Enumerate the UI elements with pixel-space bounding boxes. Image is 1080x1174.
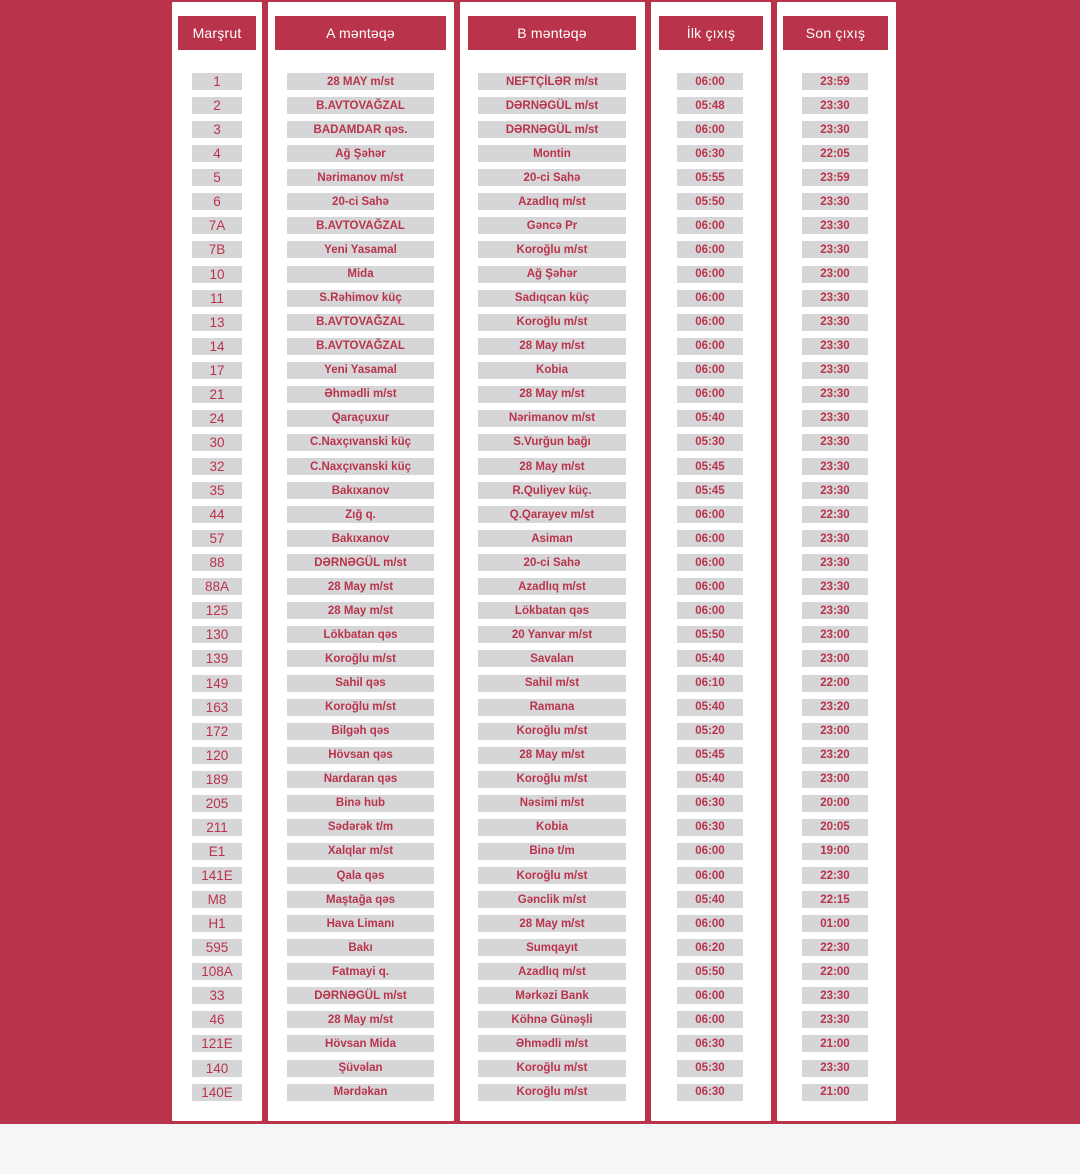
last-departure-cell: 23:00 — [802, 723, 868, 740]
stop-a-cell: B.AVTOVAĞZAL — [287, 97, 434, 114]
first-departure-cell: 05:20 — [677, 723, 743, 740]
route-cell: 140 — [192, 1060, 242, 1077]
first-departure-cell: 06:00 — [677, 217, 743, 234]
route-cell: E1 — [192, 843, 242, 860]
last-departure-cell: 23:30 — [802, 578, 868, 595]
route-cell: 44 — [192, 506, 242, 523]
stop-b-cell: Gənclik m/st — [478, 891, 626, 908]
route-cell: 172 — [192, 723, 242, 740]
first-departure-cell: 05:40 — [677, 891, 743, 908]
first-departure-cell: 06:30 — [677, 819, 743, 836]
stop-b-cell: Lökbatan qəs — [478, 602, 626, 619]
stop-b-cell: 28 May m/st — [478, 338, 626, 355]
stop-a-cell: Nardaran qəs — [287, 771, 434, 788]
stop-b-cell: NEFTÇİLƏR m/st — [478, 73, 626, 90]
first-departure-cell: 05:40 — [677, 410, 743, 427]
stop-b-cell: Mərkəzi Bank — [478, 987, 626, 1004]
stop-a-cell: Binə hub — [287, 795, 434, 812]
stop-b-cell: Asiman — [478, 530, 626, 547]
stop-a-cell: C.Naxçıvanski küç — [287, 458, 434, 475]
stop-a-cell: Bakıxanov — [287, 482, 434, 499]
route-cell: 33 — [192, 987, 242, 1004]
route-cell: 139 — [192, 650, 242, 667]
stop-b-cell: Azadlıq m/st — [478, 193, 626, 210]
stop-a-cell: Koroğlu m/st — [287, 699, 434, 716]
first-departure-cell: 06:30 — [677, 145, 743, 162]
header-stop-a: A məntəqə — [275, 16, 446, 50]
first-departure-cell: 05:48 — [677, 97, 743, 114]
stop-a-cell: DƏRNƏGÜL m/st — [287, 554, 434, 571]
last-departure-cell: 23:30 — [802, 217, 868, 234]
route-cell: 21 — [192, 386, 242, 403]
stop-a-cell: Qaraçuxur — [287, 410, 434, 427]
first-departure-cell: 05:50 — [677, 193, 743, 210]
stop-a-cell: Şüvəlan — [287, 1060, 434, 1077]
route-cell: 3 — [192, 121, 242, 138]
route-cell: M8 — [192, 891, 242, 908]
stop-a-cell: Sahil qəs — [287, 675, 434, 692]
stop-b-cell: S.Vurğun bağı — [478, 434, 626, 451]
last-departure-cell: 23:30 — [802, 602, 868, 619]
last-departure-cell: 23:30 — [802, 338, 868, 355]
first-departure-cell: 06:00 — [677, 386, 743, 403]
stop-a-cell: 28 May m/st — [287, 578, 434, 595]
first-departure-cell: 05:30 — [677, 1060, 743, 1077]
stop-b-cell: Gəncə Pr — [478, 217, 626, 234]
last-departure-cell: 23:59 — [802, 73, 868, 90]
stop-a-cell: 20-ci Sahə — [287, 193, 434, 210]
route-cell: 46 — [192, 1011, 242, 1028]
route-cell: 4 — [192, 145, 242, 162]
stop-a-cell: Fatmayi q. — [287, 963, 434, 980]
stop-b-cell: Koroğlu m/st — [478, 1084, 626, 1101]
last-departure-cell: 23:30 — [802, 314, 868, 331]
last-departure-cell: 23:30 — [802, 241, 868, 258]
last-departure-cell: 01:00 — [802, 915, 868, 932]
stop-a-cell: Mida — [287, 266, 434, 283]
stop-a-cell: B.AVTOVAĞZAL — [287, 314, 434, 331]
stop-a-cell: B.AVTOVAĞZAL — [287, 338, 434, 355]
route-cell: 14 — [192, 338, 242, 355]
stop-b-cell: Sumqayıt — [478, 939, 626, 956]
stop-b-cell: Kobia — [478, 819, 626, 836]
stop-a-cell: Hövsan Mida — [287, 1035, 434, 1052]
stop-b-cell: 28 May m/st — [478, 458, 626, 475]
stop-a-cell: Yeni Yasamal — [287, 241, 434, 258]
stop-a-cell: Sədərək t/m — [287, 819, 434, 836]
route-cell: 32 — [192, 458, 242, 475]
route-cell: 130 — [192, 626, 242, 643]
route-cell: 125 — [192, 602, 242, 619]
route-cell: 30 — [192, 434, 242, 451]
route-cell: 88A — [192, 578, 242, 595]
stop-b-cell: Q.Qarayev m/st — [478, 506, 626, 523]
first-departure-cell: 05:45 — [677, 458, 743, 475]
route-cell: 108A — [192, 963, 242, 980]
first-departure-cell: 06:20 — [677, 939, 743, 956]
last-departure-cell: 20:05 — [802, 819, 868, 836]
stop-b-cell: 20 Yanvar m/st — [478, 626, 626, 643]
first-departure-cell: 06:00 — [677, 290, 743, 307]
stop-b-cell: Koroğlu m/st — [478, 314, 626, 331]
column-route — [172, 2, 262, 1121]
first-departure-cell: 05:45 — [677, 747, 743, 764]
last-departure-cell: 23:30 — [802, 458, 868, 475]
first-departure-cell: 06:00 — [677, 241, 743, 258]
column-stop-b — [460, 2, 645, 1121]
stop-b-cell: Əhmədli m/st — [478, 1035, 626, 1052]
first-departure-cell: 06:00 — [677, 121, 743, 138]
last-departure-cell: 23:30 — [802, 482, 868, 499]
first-departure-cell: 06:00 — [677, 338, 743, 355]
last-departure-cell: 23:30 — [802, 987, 868, 1004]
first-departure-cell: 06:00 — [677, 362, 743, 379]
last-departure-cell: 23:00 — [802, 266, 868, 283]
route-cell: 17 — [192, 362, 242, 379]
route-cell: 10 — [192, 266, 242, 283]
stop-b-cell: Savalan — [478, 650, 626, 667]
stop-a-cell: Zığ q. — [287, 506, 434, 523]
last-departure-cell: 23:30 — [802, 410, 868, 427]
route-cell: 140E — [192, 1084, 242, 1101]
first-departure-cell: 06:00 — [677, 867, 743, 884]
first-departure-cell: 06:30 — [677, 1084, 743, 1101]
last-departure-cell: 22:30 — [802, 939, 868, 956]
stop-a-cell: Qala qəs — [287, 867, 434, 884]
stop-a-cell: Maştağa qəs — [287, 891, 434, 908]
stop-a-cell: 28 May m/st — [287, 602, 434, 619]
route-cell: 189 — [192, 771, 242, 788]
last-departure-cell: 23:30 — [802, 386, 868, 403]
stop-a-cell: Nərimanov m/st — [287, 169, 434, 186]
stop-b-cell: R.Quliyev küç. — [478, 482, 626, 499]
first-departure-cell: 05:50 — [677, 626, 743, 643]
first-departure-cell: 06:00 — [677, 73, 743, 90]
stop-a-cell: Əhmədli m/st — [287, 386, 434, 403]
route-cell: 6 — [192, 193, 242, 210]
last-departure-cell: 23:30 — [802, 193, 868, 210]
stop-a-cell: Lökbatan qəs — [287, 626, 434, 643]
header-first-departure: İlk çıxış — [659, 16, 763, 50]
last-departure-cell: 23:30 — [802, 530, 868, 547]
last-departure-cell: 23:00 — [802, 626, 868, 643]
stop-b-cell: Sahil m/st — [478, 675, 626, 692]
last-departure-cell: 22:00 — [802, 963, 868, 980]
last-departure-cell: 22:00 — [802, 675, 868, 692]
route-cell: 57 — [192, 530, 242, 547]
first-departure-cell: 06:30 — [677, 795, 743, 812]
first-departure-cell: 06:00 — [677, 1011, 743, 1028]
first-departure-cell: 06:00 — [677, 602, 743, 619]
stop-b-cell: Koroğlu m/st — [478, 867, 626, 884]
route-cell: 24 — [192, 410, 242, 427]
last-departure-cell: 22:05 — [802, 145, 868, 162]
last-departure-cell: 23:00 — [802, 771, 868, 788]
stop-a-cell: Mərdəkan — [287, 1084, 434, 1101]
last-departure-cell: 23:59 — [802, 169, 868, 186]
first-departure-cell: 05:40 — [677, 699, 743, 716]
route-cell: 88 — [192, 554, 242, 571]
first-departure-cell: 06:30 — [677, 1035, 743, 1052]
stop-b-cell: Ağ Şəhər — [478, 266, 626, 283]
route-cell: 7B — [192, 241, 242, 258]
stop-a-cell: 28 May m/st — [287, 1011, 434, 1028]
route-cell: 149 — [192, 675, 242, 692]
first-departure-cell: 06:00 — [677, 314, 743, 331]
first-departure-cell: 06:10 — [677, 675, 743, 692]
stop-b-cell: DƏRNƏGÜL m/st — [478, 97, 626, 114]
last-departure-cell: 21:00 — [802, 1084, 868, 1101]
stop-b-cell: DƏRNƏGÜL m/st — [478, 121, 626, 138]
first-departure-cell: 06:00 — [677, 915, 743, 932]
stop-a-cell: BADAMDAR qəs. — [287, 121, 434, 138]
first-departure-cell: 06:00 — [677, 506, 743, 523]
last-departure-cell: 23:20 — [802, 747, 868, 764]
route-cell: 163 — [192, 699, 242, 716]
last-departure-cell: 23:30 — [802, 1011, 868, 1028]
column-first-departure — [651, 2, 771, 1121]
first-departure-cell: 06:00 — [677, 266, 743, 283]
stop-a-cell: S.Rəhimov küç — [287, 290, 434, 307]
route-cell: 11 — [192, 290, 242, 307]
route-cell: H1 — [192, 915, 242, 932]
stop-a-cell: C.Naxçıvanski küç — [287, 434, 434, 451]
last-departure-cell: 23:00 — [802, 650, 868, 667]
header-last-departure: Son çıxış — [783, 16, 888, 50]
stop-a-cell: Hava Limanı — [287, 915, 434, 932]
last-departure-cell: 23:20 — [802, 699, 868, 716]
stop-b-cell: 20-ci Sahə — [478, 554, 626, 571]
stop-a-cell: Xalqlar m/st — [287, 843, 434, 860]
route-cell: 141E — [192, 867, 242, 884]
stop-b-cell: Azadlıq m/st — [478, 578, 626, 595]
stop-a-cell: Hövsan qəs — [287, 747, 434, 764]
stop-b-cell: 28 May m/st — [478, 747, 626, 764]
route-cell: 13 — [192, 314, 242, 331]
route-cell: 35 — [192, 482, 242, 499]
last-departure-cell: 23:30 — [802, 1060, 868, 1077]
header-route: Marşrut — [178, 16, 256, 50]
stop-a-cell: Bakıxanov — [287, 530, 434, 547]
stop-b-cell: Azadlıq m/st — [478, 963, 626, 980]
last-departure-cell: 19:00 — [802, 843, 868, 860]
stop-b-cell: Koroğlu m/st — [478, 723, 626, 740]
stop-b-cell: Binə t/m — [478, 843, 626, 860]
stop-b-cell: Sadıqcan küç — [478, 290, 626, 307]
stop-a-cell: Yeni Yasamal — [287, 362, 434, 379]
route-cell: 121E — [192, 1035, 242, 1052]
stop-a-cell: 28 MAY m/st — [287, 73, 434, 90]
route-cell: 1 — [192, 73, 242, 90]
last-departure-cell: 23:30 — [802, 121, 868, 138]
stop-a-cell: DƏRNƏGÜL m/st — [287, 987, 434, 1004]
first-departure-cell: 06:00 — [677, 843, 743, 860]
route-cell: 595 — [192, 939, 242, 956]
first-departure-cell: 06:00 — [677, 530, 743, 547]
first-departure-cell: 05:45 — [677, 482, 743, 499]
first-departure-cell: 05:30 — [677, 434, 743, 451]
last-departure-cell: 23:30 — [802, 434, 868, 451]
route-cell: 211 — [192, 819, 242, 836]
first-departure-cell: 05:55 — [677, 169, 743, 186]
last-departure-cell: 23:30 — [802, 97, 868, 114]
first-departure-cell: 05:40 — [677, 650, 743, 667]
stop-b-cell: Ramana — [478, 699, 626, 716]
last-departure-cell: 23:30 — [802, 362, 868, 379]
first-departure-cell: 06:00 — [677, 554, 743, 571]
stop-a-cell: Koroğlu m/st — [287, 650, 434, 667]
first-departure-cell: 06:00 — [677, 578, 743, 595]
first-departure-cell: 05:50 — [677, 963, 743, 980]
route-cell: 7A — [192, 217, 242, 234]
header-stop-b: B məntəqə — [468, 16, 636, 50]
stop-b-cell: Kobia — [478, 362, 626, 379]
stop-b-cell: Koroğlu m/st — [478, 1060, 626, 1077]
stop-b-cell: Nərimanov m/st — [478, 410, 626, 427]
stop-b-cell: Köhnə Günəşli — [478, 1011, 626, 1028]
last-departure-cell: 22:30 — [802, 867, 868, 884]
stop-a-cell: Bakı — [287, 939, 434, 956]
column-stop-a — [268, 2, 454, 1121]
column-last-departure — [777, 2, 896, 1121]
first-departure-cell: 06:00 — [677, 987, 743, 1004]
route-cell: 5 — [192, 169, 242, 186]
stop-b-cell: 28 May m/st — [478, 915, 626, 932]
route-cell: 120 — [192, 747, 242, 764]
stop-b-cell: Montin — [478, 145, 626, 162]
route-cell: 205 — [192, 795, 242, 812]
route-cell: 2 — [192, 97, 242, 114]
stop-b-cell: Nəsimi m/st — [478, 795, 626, 812]
stop-a-cell: Ağ Şəhər — [287, 145, 434, 162]
last-departure-cell: 21:00 — [802, 1035, 868, 1052]
last-departure-cell: 23:30 — [802, 290, 868, 307]
last-departure-cell: 22:15 — [802, 891, 868, 908]
last-departure-cell: 23:30 — [802, 554, 868, 571]
stop-b-cell: 28 May m/st — [478, 386, 626, 403]
stop-b-cell: 20-ci Sahə — [478, 169, 626, 186]
stop-b-cell: Koroğlu m/st — [478, 771, 626, 788]
stop-a-cell: Bilgəh qəs — [287, 723, 434, 740]
first-departure-cell: 05:40 — [677, 771, 743, 788]
last-departure-cell: 22:30 — [802, 506, 868, 523]
last-departure-cell: 20:00 — [802, 795, 868, 812]
stop-b-cell: Koroğlu m/st — [478, 241, 626, 258]
stop-a-cell: B.AVTOVAĞZAL — [287, 217, 434, 234]
